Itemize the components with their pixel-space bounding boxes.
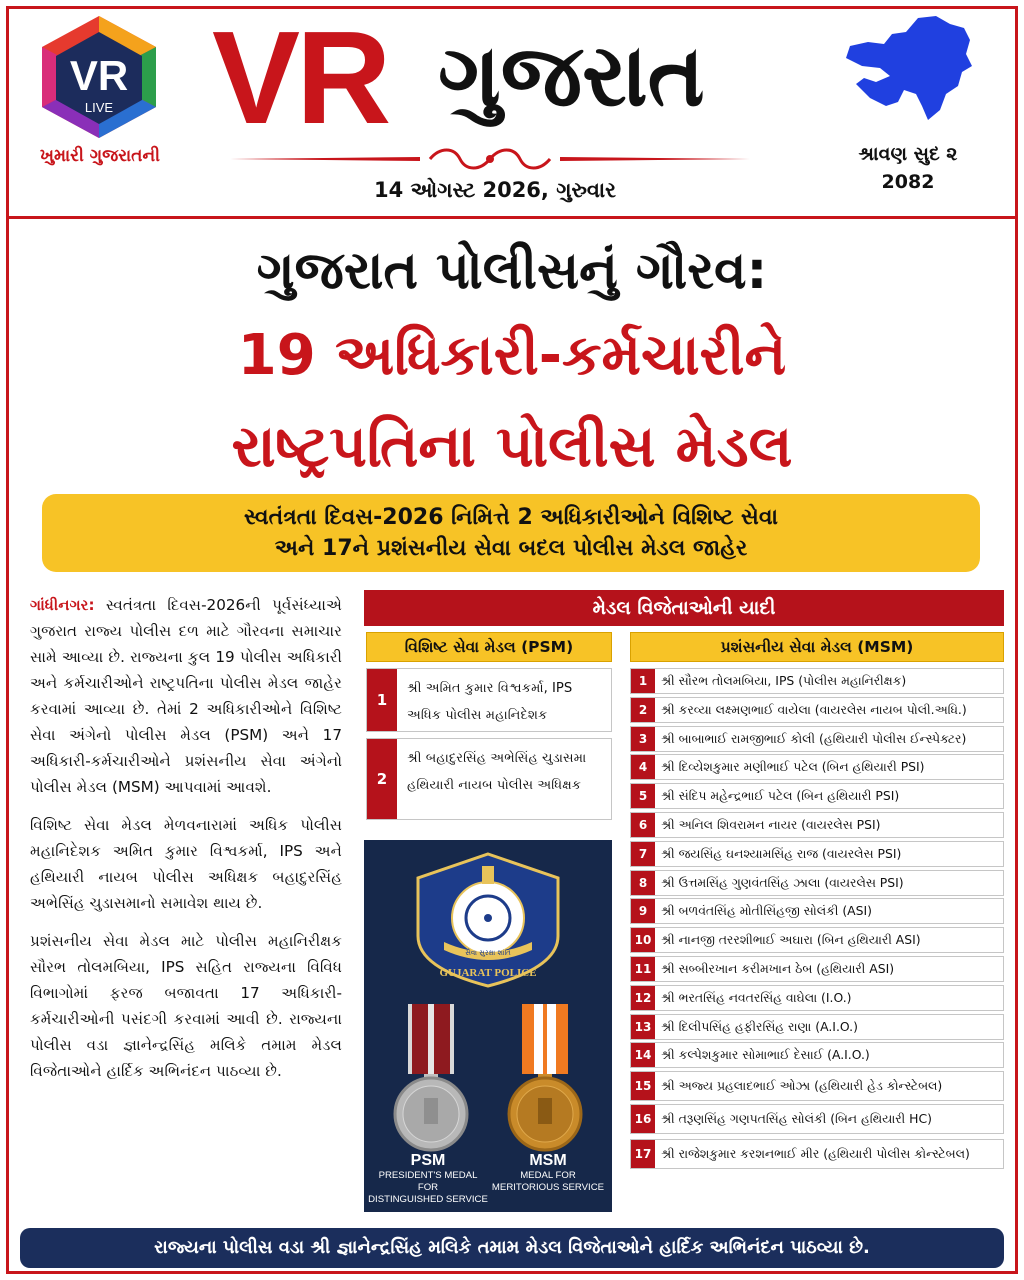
msm-winner-number: 14 xyxy=(631,1043,655,1067)
headline-line-2: 19 અધિકારી-કર્મચારીને xyxy=(237,323,787,388)
psm-medal-caption xyxy=(368,1152,488,1206)
psm-medal-icon xyxy=(386,1004,476,1154)
psm-winner-name: શ્રી બહાદુરસિંહ અભેસિંહ ચુડાસમા xyxy=(407,751,587,766)
msm-winner-text: શ્રી સબ્બીરખાન કરીમખાન ઠેબ (હથિયારી ASI) xyxy=(661,961,895,976)
ornament-divider xyxy=(230,146,750,172)
psm-winner-name: શ્રી અમિત કુમાર વિશ્વકર્મા, IPS xyxy=(407,681,573,696)
hindu-calendar-date xyxy=(808,140,1008,196)
article-paragraph-1 xyxy=(30,592,342,800)
msm-winner-text: શ્રી દિલીપસિંહ હફીરસિંહ રાણા (A.I.O.) xyxy=(661,1018,858,1034)
msm-winner-text: શ્રી બાબાભાઈ રામજીભાઈ કોલી (હથિયારી પોલીસ ઈન્સ્પેક્ટર) xyxy=(661,730,967,746)
msm-winner-number: 17 xyxy=(631,1140,655,1168)
subheadline-banner xyxy=(42,494,980,572)
msm-winner-text: શ્રી બળવંતસિંહ મોતીસિંહજી સોલંકી (ASI) xyxy=(661,903,872,919)
msm-winner-text: શ્રી અજ્ય પ્રહલાદભાઈ ઓઝા (હથિયારી હેડ કોન્સ્ટેબલ) xyxy=(661,1078,943,1094)
psm-winner-details xyxy=(407,675,607,729)
msm-medal-line-2: MERITORIOUS SERVICE xyxy=(491,1182,605,1193)
msm-winner-row xyxy=(630,1014,1004,1040)
dateline: ગાંધીનગર: xyxy=(30,596,95,614)
msm-winner-row xyxy=(630,1042,1004,1068)
msm-winner-row xyxy=(630,841,1004,867)
msm-medal-line-1: MEDAL FOR xyxy=(520,1170,576,1181)
msm-winner-row xyxy=(630,898,1004,924)
msm-winner-number: 12 xyxy=(631,986,655,1010)
msm-winner-row xyxy=(630,783,1004,809)
psm-winner-details xyxy=(407,745,607,799)
psm-column-title: વિશિષ્ટ સેવા મેડલ (PSM) xyxy=(366,632,612,662)
logo-sub: LIVE xyxy=(84,100,114,115)
msm-winner-row xyxy=(630,1071,1004,1101)
footer-banner: રાજ્યના પોલીસ વડા શ્રી જ્ઞાનેન્દ્રસિંહ મલિકે તમામ મેડલ વિજેતાઓને હાર્દિક અભિનંદન પાઠવ્યા છે. xyxy=(20,1228,1004,1268)
headline-line-1: ગુજરાત પોલીસનું ગૌરવ: xyxy=(256,241,768,301)
psm-medal-abbr: PSM xyxy=(410,1152,446,1169)
masthead-title-gujarati: ગુજરાત xyxy=(438,26,705,126)
psm-winner-rank: અધિક પોલીસ મહાનિદેશક xyxy=(407,708,548,723)
emblem-name: GUJARAT POLICE xyxy=(439,967,537,979)
msm-winner-text: શ્રી જયસિંહ ઘનશ્યામસિંહ રાજ (વાયરલેસ PSI) xyxy=(661,845,902,861)
vr-live-logo xyxy=(34,14,164,140)
hindu-date-month: શ્રાવણ સુદ ૨ xyxy=(858,143,958,165)
msm-winner-text: શ્રી અનિલ શિવરામન નાયર (વાયરલેસ PSI) xyxy=(661,817,881,832)
article-body xyxy=(30,592,342,1096)
msm-winner-row xyxy=(630,1139,1004,1169)
msm-winner-text: શ્રી દિવ્યેશકુમાર મણીભાઈ પટેલ (બિન હથિયારી PSI) xyxy=(661,759,925,775)
winners-list-title: મેડલ વિજેતાઓની યાદી xyxy=(364,590,1004,626)
issue-date: 14 ઓગસ્ટ 2026, ગુરુવાર xyxy=(373,178,617,202)
lion-capital-icon xyxy=(482,866,494,884)
psm-winner-number: 2 xyxy=(367,739,397,819)
hindu-date-year: 2082 xyxy=(881,171,935,193)
msm-winner-text: શ્રી ભરતસિંહ નવતરસિંહ વાઘેલા (I.O.) xyxy=(661,989,852,1005)
msm-winner-number: 10 xyxy=(631,928,655,952)
msm-winner-row xyxy=(630,927,1004,953)
msm-winner-row xyxy=(630,870,1004,896)
msm-winner-number: 7 xyxy=(631,842,655,866)
msm-winner-number: 13 xyxy=(631,1015,655,1039)
msm-winner-text: શ્રી તરૂણસિંહ ગણપતસિંહ સોલંકી (બિન હથિયારી HC) xyxy=(661,1111,932,1126)
article-paragraph-3: પ્રશંસનીય સેવા મેડલ માટે પોલીસ મહાનિરીક્ષક સૌરભ તોલમબિયા, IPS સહિત રાજ્યના વિવિધ વિભાગોમાં ફરજ બજાવતા 17 અધિકારી-કર્મચારીઓની પસંદગી કરવામાં આવી છે. રાજ્યના પોલીસ વડા જ્ઞાનેન્દ્રસિંહ મલિકે તમામ મેડલ વિજેતાઓને હાર્દિક અભિનંદન પાઠવ્યા છે. xyxy=(30,932,342,1080)
article-paragraph-1-text: સ્વતંત્રતા દિવસ-2026ની પૂર્વસંધ્યાએ ગુજરાત રાજ્ય પોલીસ દળ માટે ગૌરવના સમાચાર સામે આવ્યા છે. રાજ્યના કુલ 19 પોલીસ અધિકારી અને કર્મચારીઓને રાષ્ટ્રપતિના પોલીસ મેડલ જાહેર કરવામાં આવ્યા છે. તેમાં 2 અધિકારીઓને વિશિષ્ટ સેવા અંગેનો પોલીસ મેડલ (PSM) અને 17 અધિકારી-કર્મચારીઓને પ્રશંસનીય સેવા અંગેનો પોલીસ મેડલ (MSM) આપવામાં આવશે. xyxy=(30,596,342,796)
psm-winner-number: 1 xyxy=(367,669,397,731)
msm-winner-number: 15 xyxy=(631,1072,655,1100)
msm-winner-text: શ્રી રાજેશકુમાર કરશનભાઈ મીર (હથિયારી પોલીસ કોન્સ્ટેબલ) xyxy=(661,1145,970,1161)
msm-winner-text: શ્રી કલ્પેશકુમાર સોમાભાઈ દેસાઈ (A.I.O.) xyxy=(661,1047,870,1063)
psm-winner-rank: હથિયારી નાયબ પોલીસ અધિક્ષક xyxy=(407,778,582,793)
msm-winner-text: શ્રી કરવ્યા લક્ષ્મણભાઈ વાયેલા (વાયરલેસ નાયબ પોલી.અધિ.) xyxy=(661,701,967,717)
msm-winner-row xyxy=(630,668,1004,694)
masthead-title-latin: VR xyxy=(212,4,388,151)
psm-medal-line-1: PRESIDENT'S MEDAL FOR xyxy=(378,1170,478,1193)
masthead-divider xyxy=(6,216,1018,219)
msm-winner-number: 8 xyxy=(631,871,655,895)
tagline: ખુમારી ગુજરાતની xyxy=(40,146,160,166)
msm-medal-caption xyxy=(488,1152,608,1194)
msm-winner-text: શ્રી નાનજી તરરશીભાઈ અઘારા (બિન હથિયારી ASI) xyxy=(661,932,921,948)
msm-winner-row xyxy=(630,754,1004,780)
msm-winner-row xyxy=(630,1104,1004,1134)
article-paragraph-2: વિશિષ્ટ સેવા મેડલ મેળવનારામાં અધિક પોલીસ મહાનિદેશક અમિત કુમાર વિશ્વકર્મા, IPS અને હથિયારી નાયબ પોલીસ અધિક્ષક બહાદુરસિંહ અભેસિંહ ચુડાસમાનો સમાવેશ થાય છે. xyxy=(30,816,342,912)
subheadline-line-2: અને 17ને પ્રશંસનીય સેવા બદલ પોલીસ મેડલ જાહેર xyxy=(274,536,748,561)
psm-winner-card xyxy=(366,668,612,732)
msm-winner-text: શ્રી ઉત્તમસિંહ ગુણવંતસિંહ ઝાલા (વાયરલેસ PSI) xyxy=(661,874,904,890)
msm-winner-number: 1 xyxy=(631,669,655,693)
msm-winner-row xyxy=(630,812,1004,838)
msm-winner-text: શ્રી સૌરભ તોલમબિયા, IPS (પોલીસ મહાનિરીક્ષક) xyxy=(661,673,907,688)
msm-winner-number: 3 xyxy=(631,727,655,751)
msm-winner-number: 9 xyxy=(631,899,655,923)
emblem-motto: સેવા સુરક્ષા શાંતિ xyxy=(465,949,511,957)
msm-winner-number: 5 xyxy=(631,784,655,808)
msm-winner-number: 16 xyxy=(631,1105,655,1133)
msm-winner-row xyxy=(630,985,1004,1011)
headline-line-3: રાષ્ટ્રપતિના પોલીસ મેડલ xyxy=(231,412,793,480)
psm-medal-line-2: DISTINGUISHED SERVICE xyxy=(368,1194,488,1205)
medal-illustration-panel xyxy=(364,840,612,1212)
msm-column-title: પ્રશંસનીય સેવા મેડલ (MSM) xyxy=(630,632,1004,662)
msm-winner-number: 2 xyxy=(631,698,655,722)
msm-winner-row xyxy=(630,726,1004,752)
msm-winner-row xyxy=(630,697,1004,723)
psm-winner-card xyxy=(366,738,612,820)
gujarat-police-emblem xyxy=(408,850,568,990)
msm-winner-number: 4 xyxy=(631,755,655,779)
subheadline-line-1: સ્વતંત્રતા દિવસ-2026 નિમિત્તે 2 અધિકારીઓને વિશિષ્ટ સેવા xyxy=(244,505,778,530)
msm-winner-number: 6 xyxy=(631,813,655,837)
msm-winner-number: 11 xyxy=(631,957,655,981)
msm-winner-row xyxy=(630,956,1004,982)
logo-text: VR xyxy=(69,52,129,99)
msm-medal-abbr: MSM xyxy=(529,1152,567,1169)
msm-winner-text: શ્રી સંદિપ મહેન્દ્રભાઈ પટેલ (બિન હથિયારી PSI) xyxy=(661,788,900,804)
gujarat-map-icon xyxy=(840,14,975,129)
msm-medal-icon xyxy=(500,1004,590,1154)
